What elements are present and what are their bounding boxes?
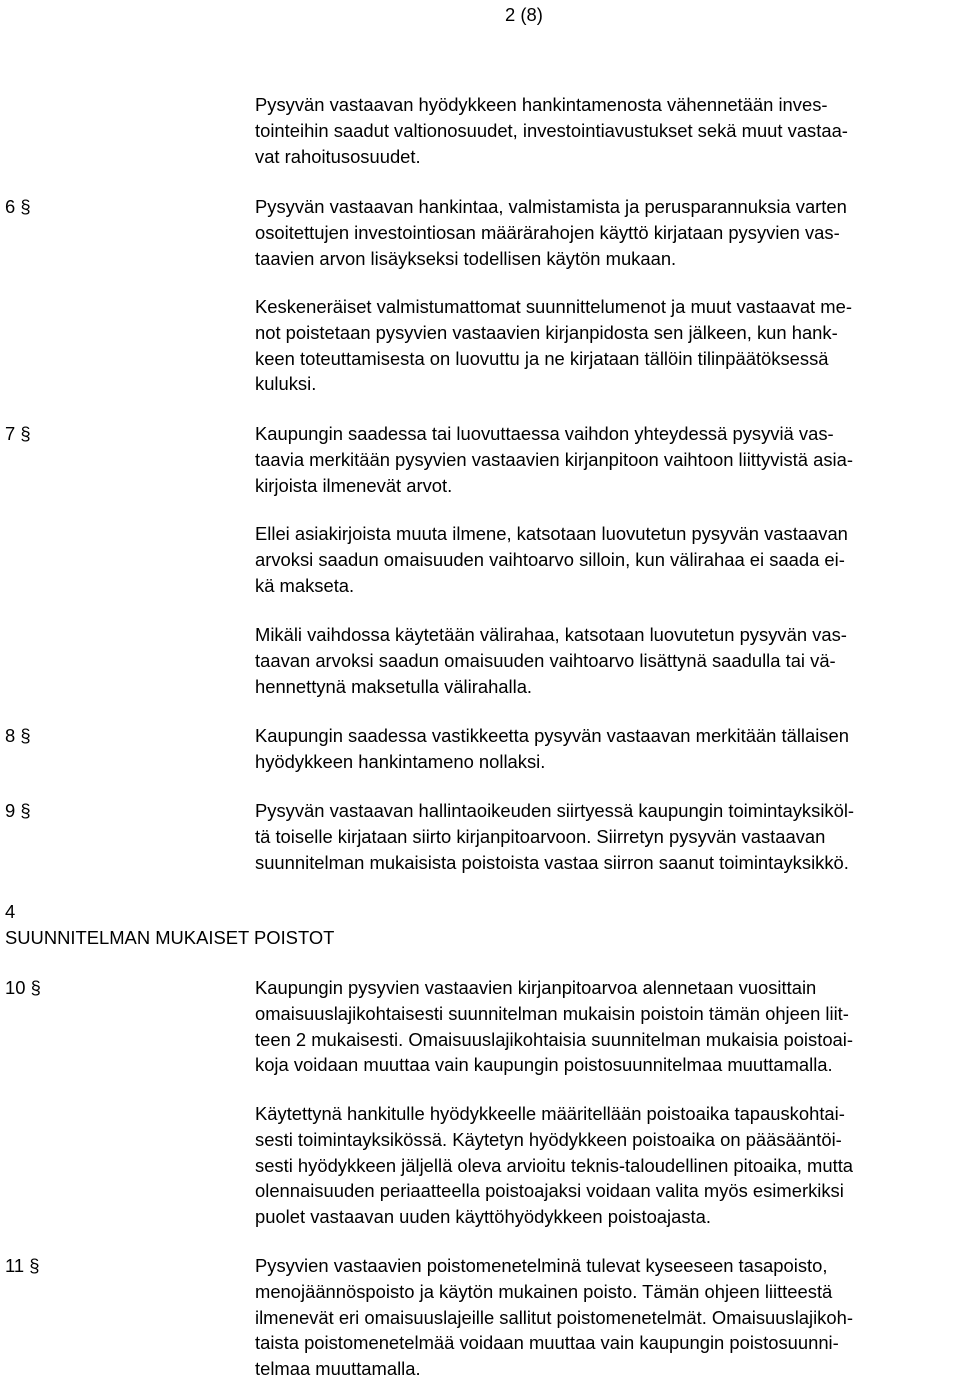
text-line: taavan arvoksi saadun omaisuuden vaihtoarvo lisättynä saadulla tai vä- [255, 649, 836, 671]
text-line: taavien arvon lisäykseksi todellisen käytön mukaan. [255, 247, 677, 269]
paragraph [255, 1253, 960, 1382]
section-heading [5, 899, 334, 951]
text-line: osoitettujen investointiosan määrärahojen käyttö kirjataan pysyvien vas- [255, 221, 840, 243]
text-line: kä makseta. [255, 574, 355, 596]
text-line: Pysyvän vastaavan hallintaoikeuden siirtyessä kaupungin toimintayksiköl- [255, 800, 855, 821]
section-heading-number: 4 [5, 901, 16, 922]
text-line: Pysyvän vastaavan hyödykkeen hankintamenosta vähennetään inves- [255, 94, 828, 115]
section-heading-title: SUUNNITELMAN MUKAISET POISTOT [5, 926, 335, 948]
text-line: taista poistomenetelmää voidaan muuttaa vain kaupungin poistosuunni- [255, 1332, 839, 1354]
text-line: teen 2 mukaisesti. Omaisuuslajikohtaisia suunnitelman mukaisia poistoai- [255, 1028, 853, 1050]
text-line: tä toiselle kirjataan siirto kirjanpitoarvoon. Siirretyn pysyvän vastaavan [255, 825, 826, 847]
paragraph [255, 294, 960, 397]
text-line: omaisuuslajikohtaisesti suunnitelman mukaisin poistoin tämän ohjeen liit- [255, 1002, 849, 1024]
text-line: sesti toimintayksikössä. Käytetyn hyödykkeen poistoaika on pääsääntöi- [255, 1128, 842, 1150]
paragraph [255, 1101, 960, 1230]
text-line: kuluksi. [255, 373, 317, 395]
text-line: vat rahoitusosuudet. [255, 145, 421, 167]
text-line: Pysyvien vastaavien poistomenetelminä tulevat kyseeseen tasapoisto, [255, 1255, 828, 1276]
text-line: puolet vastaavan uuden käyttöhyödykkeen poistoajasta. [255, 1206, 711, 1228]
text-line: menojäännöspoisto ja käytön mukainen poisto. Tämän ohjeen liitteestä [255, 1280, 833, 1302]
text-line: kirjoista ilmenevät arvot. [255, 474, 453, 496]
paragraph [255, 92, 960, 169]
text-line: keen toteuttamisesta on luovuttu ja ne kirjataan tällöin tilinpäätöksessä [255, 347, 829, 369]
text-line: Kaupungin pysyvien vastaavien kirjanpitoarvoa alennetaan vuosittain [255, 977, 817, 998]
text-line: taavia merkitään pysyvien vastaavien kirjanpitoon vaihtoon liittyvistä asia- [255, 448, 853, 470]
section-number: 8 § [5, 725, 31, 746]
text-line: hennettynä maksetulla välirahalla. [255, 675, 533, 697]
section-number: 11 § [5, 1255, 40, 1276]
text-line: Ellei asiakirjoista muuta ilmene, katsotaan luovutetun pysyvän vastaavan [255, 523, 848, 544]
text-line: hyödykkeen hankintameno nollaksi. [255, 750, 546, 772]
paragraph [255, 723, 960, 775]
text-line: Käytettynä hankitulle hyödykkeelle määritellään poistoaika tapauskohtai- [255, 1103, 845, 1124]
paragraph [255, 798, 960, 875]
text-line: suunnitelman mukaisista poistoista vastaa siirron saanut toimintayksikkö. [255, 851, 849, 873]
text-line: koja voidaan muuttaa vain kaupungin poistosuunnitelmaa muuttamalla. [255, 1054, 833, 1076]
paragraph [255, 622, 960, 699]
paragraph [255, 521, 960, 598]
text-line: tointeihin saadut valtionosuudet, investointiavustukset sekä muut vastaa- [255, 119, 848, 141]
text-line: Kaupungin saadessa tai luovuttaessa vaihdon yhteydessä pysyviä vas- [255, 423, 834, 444]
text-line: arvoksi saadun omaisuuden vaihtoarvo silloin, kun välirahaa ei saada ei- [255, 548, 845, 570]
paragraph [255, 194, 960, 271]
section-number: 7 § [5, 423, 31, 444]
text-line: Keskeneräiset valmistumattomat suunnittelumenot ja muut vastaavat me- [255, 296, 852, 317]
section-number: 9 § [5, 800, 31, 821]
text-line: Kaupungin saadessa vastikkeetta pysyvän vastaavan merkitään tällaisen [255, 725, 849, 746]
page-number: 2 (8) [505, 4, 543, 25]
text-line: ilmenevät eri omaisuuslajeille sallitut poistomenetelmät. Omaisuuslajikoh- [255, 1306, 853, 1328]
paragraph [255, 421, 960, 498]
section-number: 10 § [5, 977, 41, 998]
text-line: telmaa muuttamalla. [255, 1358, 421, 1380]
text-line: Mikäli vaihdossa käytetään välirahaa, katsotaan luovutetun pysyvän vas- [255, 624, 847, 645]
paragraph [255, 975, 960, 1078]
text-line: olennaisuuden periaatteella poistoajaksi voidaan valita myös esimerkiksi [255, 1180, 844, 1202]
text-line: not poistetaan pysyvien vastaavien kirjanpidosta sen jälkeen, kun hank- [255, 321, 838, 343]
text-line: Pysyvän vastaavan hankintaa, valmistamista ja perusparannuksia varten [255, 196, 847, 217]
section-number: 6 § [5, 196, 31, 217]
text-line: sesti hyödykkeen jäljellä oleva arvioitu teknis-taloudellinen pitoaika, mutta [255, 1154, 854, 1176]
